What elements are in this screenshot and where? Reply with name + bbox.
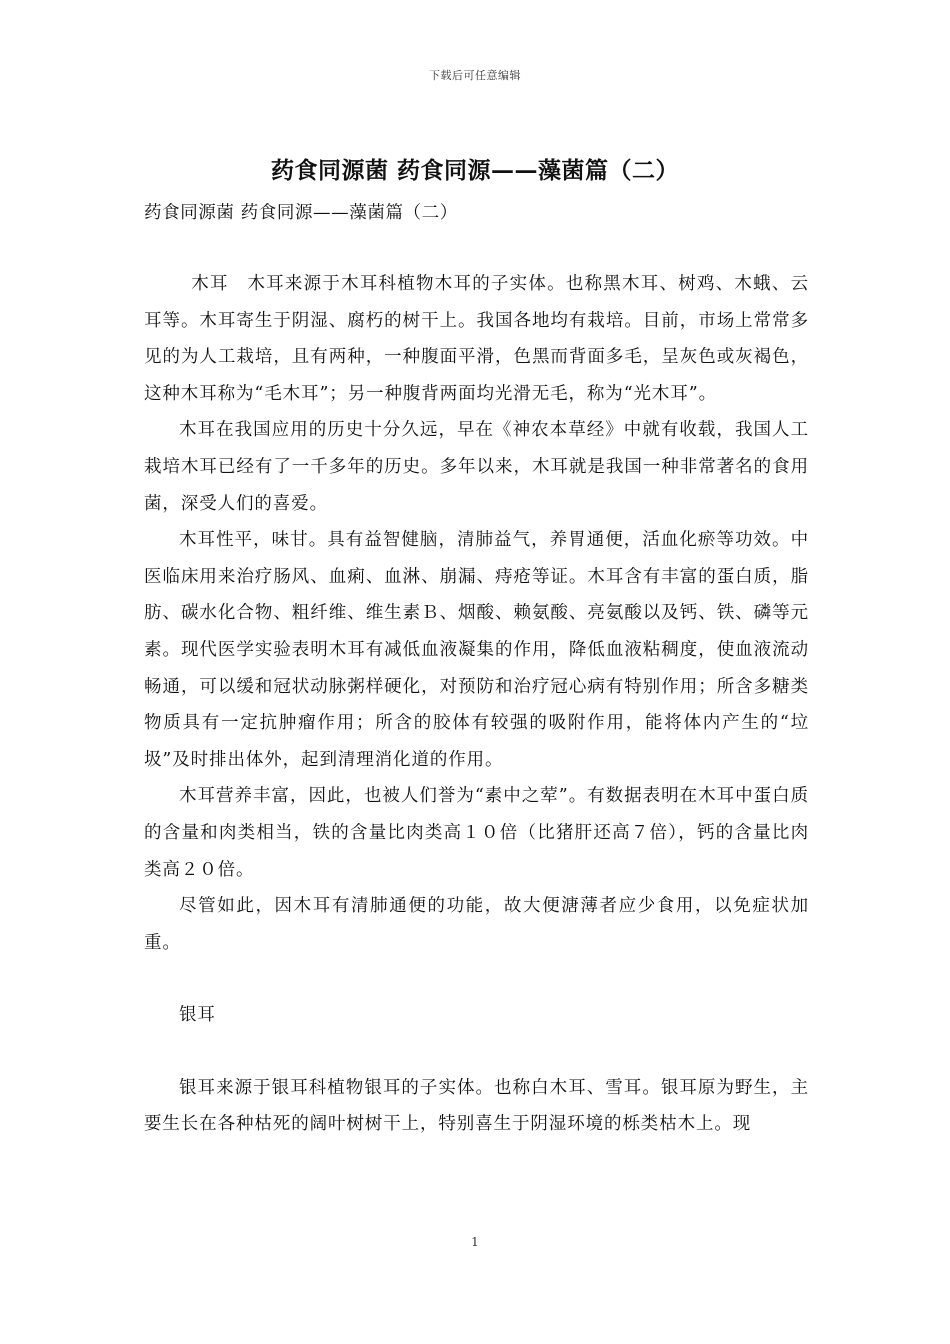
document-subtitle: 药食同源菌 药食同源——藻菌篇（二）	[144, 203, 458, 223]
paragraph-mu-er-effects: 木耳性平，味甘。具有益智健脑，清肺益气，养胃通便，活血化瘀等功效。中医临床用来治疗肠风、血痢、血淋、崩漏、痔疮等证。木耳含有丰富的蛋白质，脂肪、碳水化合物、粗纤维、维生素Ｂ、烟酸、赖氨酸、亮氨酸以及钙、铁、磷等元素。现代医学实验表明木耳有减低血液凝集的作用，降低血液粘稠度，使血液流动畅通，可以缓和冠状动脉粥样硬化，对预防和治疗冠心病有特别作用；所含多糖类物质具有一定抗肿瘤作用；所含的胶体有较强的吸附作用，能将体内产生的“垃圾”及时排出体外，起到清理消化道的作用。	[144, 530, 809, 770]
document-title: 药食同源菌 药食同源——藻菌篇（二）	[270, 157, 679, 184]
section-heading-yin-er: 银耳	[179, 1005, 216, 1026]
page-number: 1	[471, 1235, 479, 1249]
paragraph-mu-er-caution: 尽管如此，因木耳有清肺通便的功能，故大便溏薄者应少食用，以免症状加重。	[144, 896, 809, 953]
paragraph-yin-er-intro: 银耳来源于银耳科植物银耳的子实体。也称白木耳、雪耳。银耳原为野生，主要生长在各种枯死的阔叶树树干上，特别喜生于阴湿环境的栎类枯木上。现	[144, 1077, 809, 1135]
paragraph-mu-er-history: 木耳在我国应用的历史十分久远，早在《神农本草经》中就有收载，我国人工栽培木耳已经有了一千多年的历史。多年以来，木耳就是我国一种非常著名的食用菌，深受人们的喜爱。	[144, 420, 809, 514]
header-note: 下载后可任意编辑	[429, 69, 521, 82]
document-body	[144, 266, 809, 1143]
paragraph-mu-er-intro: 木耳 木耳来源于木耳科植物木耳的子实体。也称黑木耳、树鸡、木蛾、云耳等。木耳寄生于阴湿、腐朽的树干上。我国各地均有栽培。目前，市场上常常多见的为人工栽培，且有两种，一种腹面平滑，色黑而背面多毛，呈灰色或灰褐色，这种木耳称为“毛木耳”；另一种腹背两面均光滑无毛，称为“光木耳”。	[144, 274, 809, 404]
paragraph-mu-er-nutrition: 木耳营养丰富，因此，也被人们誉为“素中之荤”。有数据表明在木耳中蛋白质的含量和肉类相当，铁的含量比肉类高１０倍（比猪肝还高７倍），钙的含量比肉类高２０倍。	[144, 786, 809, 880]
